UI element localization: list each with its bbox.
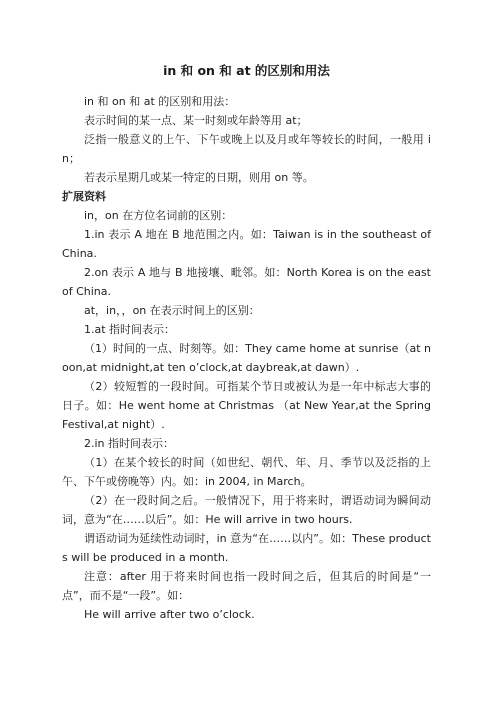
section-heading-extended: 扩展资料 (62, 190, 106, 203)
paragraph-example-after: He will arrive after two o’clock. (84, 608, 255, 621)
document-title: in 和 on 和 at 的区别和用法 (163, 63, 330, 78)
paragraph-in-heading: 2.in 指时间表示： (84, 437, 175, 450)
paragraph-at-point: （1）时间的一点、时刻等。如：They came home at sunrise（at noon,at midnight,at ten o’clock,at daybreak,at dawn）. (62, 342, 431, 374)
paragraph-direction-in: 1.in 表示 A 地在 B 地范围之内。如：Taiwan is in the southeast of China. (62, 228, 431, 260)
paragraph-at-short-period: （2）较短暂的一段时间。可指某个节日或被认为是一年中标志大事的日子。如：He went home at Christmas （at New Year,at the Spring Festival,at night）. (62, 380, 431, 431)
paragraph-in-within: 谓语动词为延续性动词时，in 意为“在……以内”。如：These products will be produced in a month. (62, 532, 431, 564)
paragraph-direction-on: 2.on 表示 A 地与 B 地接壤、毗邻。如：North Korea is on the east of China. (62, 266, 431, 298)
paragraph-intro: in 和 on 和 at 的区别和用法： (84, 95, 236, 108)
paragraph-at-heading: 1.at 指时间表示： (84, 323, 176, 336)
paragraph-time-intro: at，in，，on 在表示时间上的区别： (84, 304, 260, 317)
paragraph-note-after: 注意：after 用于将来时间也指一段时间之后，但其后的时间是“一点”，而不是“一段”。如： (62, 570, 431, 602)
paragraph-in-usage: 泛指一般意义的上午、下午或晚上以及月或年等较长的时间，一般用 in； (62, 133, 431, 165)
paragraph-in-after-period: （2）在一段时间之后。一般情况下，用于将来时，谓语动词为瞬间动词，意为“在……以后”。如：He will arrive in two hours. (62, 494, 431, 526)
paragraph-direction-intro: in，on 在方位名词前的区别： (84, 209, 233, 222)
paragraph-at-usage: 表示时间的某一点、某一时刻或年龄等用 at； (84, 114, 308, 127)
paragraph-in-long-period: （1）在某个较长的时间（如世纪、朝代、年、月、季节以及泛指的上午、下午或傍晚等）内。如：in 2004, in March。 (62, 456, 431, 488)
paragraph-on-usage: 若表示星期几或某一特定的日期，则用 on 等。 (84, 171, 314, 184)
